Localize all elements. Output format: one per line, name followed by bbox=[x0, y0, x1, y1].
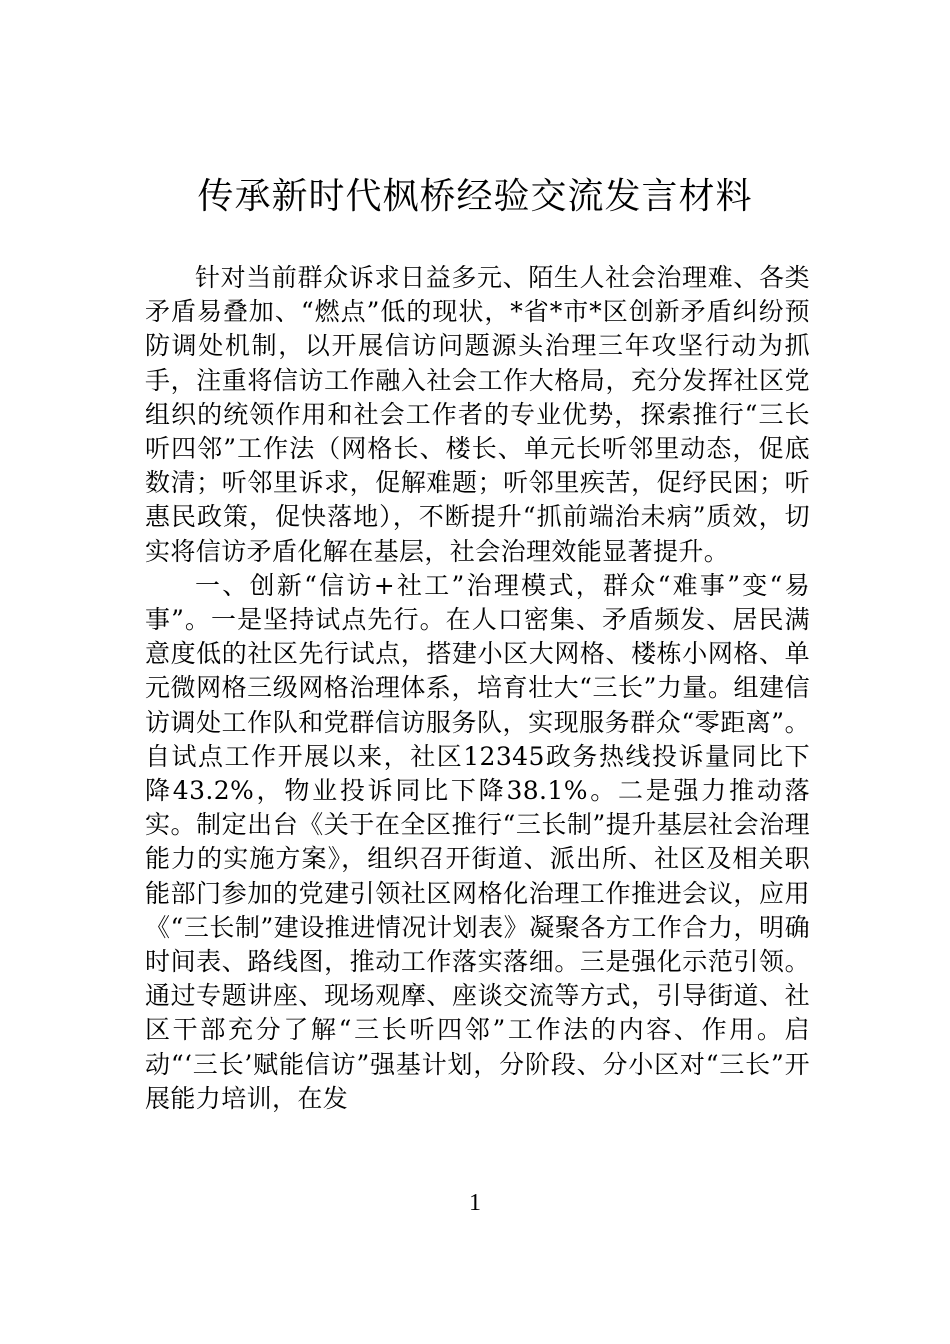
paragraph-section-one: 一、创新“信访+社工”治理模式，群众“难事”变“易事”。一是坚持试点先行。在人口密集、矛盾频发、居民满意度低的社区先行试点，搭建小区大网格、楼栋小网格、单元微网格三级网格治理体系，培育壮大“三长”力量。组建信访调处工作队和党群信访服务队，实现服务群众“零距离”。自试点工作开展以来，社区12345政务热线投诉量同比下降43.2%，物业投诉同比下降38.1%。二是强力推动落实。制定出台《关于在全区推行“三长制”提升基层社会治理能力的实施方案》，组织召开街道、派出所、社区及相关职能部门参加的党建引领社区网格化治理工作推进会议，应用《“三长制”建设推进情况计划表》凝聚各方工作合力，明确时间表、路线图，推动工作落实落细。三是强化示范引领。通过专题讲座、现场观摩、座谈交流等方式，引导街道、社区干部充分了解“三长听四邻”工作法的内容、作用。启动“‘三长’赋能信访”强基计划，分阶段、分小区对“三长”开展能力培训，在发 bbox=[145, 570, 810, 1113]
document-body bbox=[145, 261, 810, 1116]
paragraph-intro: 针对当前群众诉求日益多元、陌生人社会治理难、各类矛盾易叠加、“燃点”低的现状，*省*市*区创新矛盾纠纷预防调处机制，以开展信访问题源头治理三年攻坚行动为抓手，注重将信访工作融入社会工作大格局，充分发挥社区党组织的统领作用和社会工作者的专业优势，探索推行“三长听四邻”工作法（网格长、楼长、单元长听邻里动态，促底数清；听邻里诉求，促解难题；听邻里疾苦，促纾民困；听惠民政策，促快落地），不断提升“抓前端治未病”质效，切实将信访矛盾化解在基层，社会治理效能显著提升。 bbox=[145, 263, 810, 566]
document-title: 传承新时代枫桥经验交流发言材料 bbox=[197, 176, 753, 217]
page-number: 1 bbox=[469, 1190, 481, 1216]
